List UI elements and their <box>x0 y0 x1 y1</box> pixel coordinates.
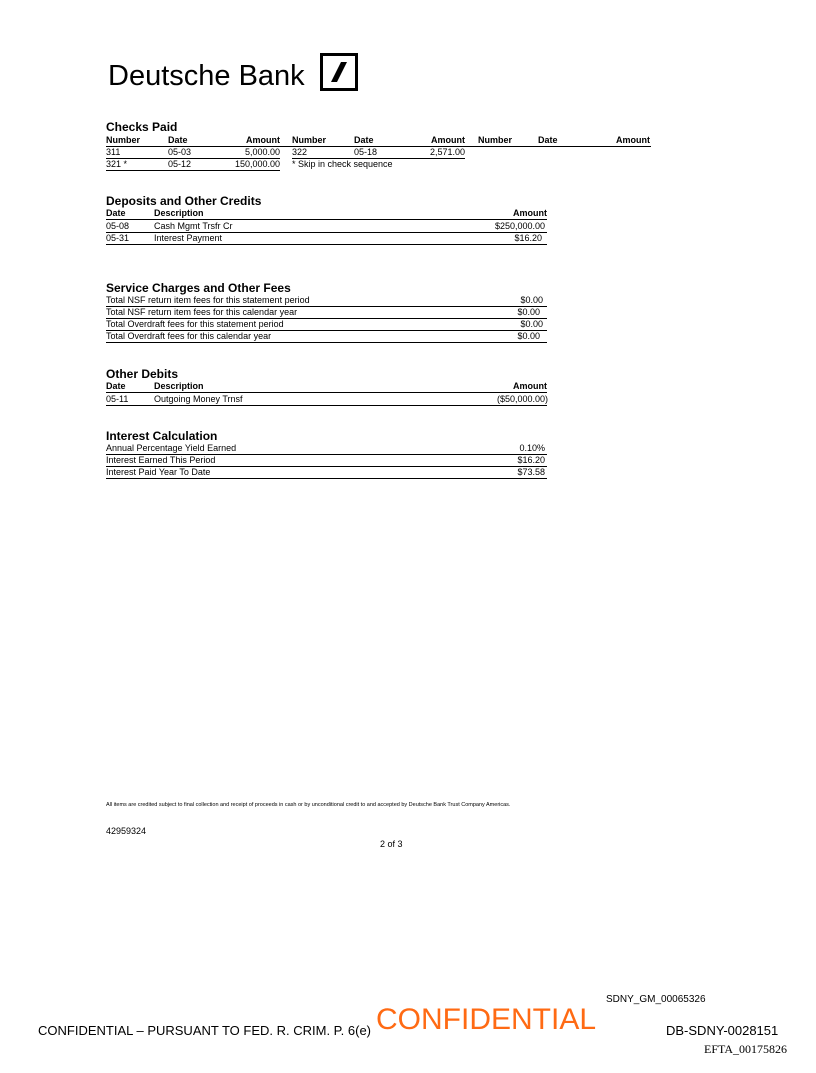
deposit-description: Interest Payment <box>154 233 223 243</box>
slash-logo-icon <box>323 56 355 88</box>
row-divider <box>106 342 547 343</box>
checks-paid-title: Checks Paid <box>106 120 178 134</box>
interest-title: Interest Calculation <box>106 429 218 443</box>
row-divider <box>106 478 547 479</box>
checks-header-date-2: Date <box>354 135 374 145</box>
check-number: 311 <box>106 147 121 157</box>
bates-sdny-number: SDNY_GM_00065326 <box>606 994 706 1005</box>
bates-db-number: DB-SDNY-0028151 <box>666 1023 779 1038</box>
service-charges-title: Service Charges and Other Fees <box>106 281 291 295</box>
row-divider <box>106 170 280 171</box>
check-sequence-note: * Skip in check sequence <box>292 159 393 169</box>
interest-label: Interest Earned This Period <box>106 455 216 465</box>
fee-label: Total Overdraft fees for this calendar year <box>106 331 272 341</box>
deutsche-bank-logo-icon <box>320 53 358 91</box>
check-date: 05-03 <box>168 147 192 157</box>
deposit-date: 05-31 <box>106 233 130 243</box>
checks-header-number-1: Number <box>106 135 141 145</box>
fee-amount: $0.00 <box>517 307 540 317</box>
interest-value: $73.58 <box>517 467 545 477</box>
debit-amount: ($50,000.00) <box>496 394 548 404</box>
collection-disclaimer: All items are credited subject to final collection and receipt of proceeds in cash or by unconditional credit to and accepted by Deutsche Bank Trust Company Americas. <box>106 802 511 808</box>
checks-header-date-1: Date <box>168 135 188 145</box>
deposits-header-divider <box>106 219 547 220</box>
deposits-header-amount: Amount <box>513 208 547 218</box>
deposit-amount: $16.20 <box>514 233 542 243</box>
fee-amount: $0.00 <box>517 331 540 341</box>
checks-header-amount-3: Amount <box>616 135 650 145</box>
deposit-amount: $250,000.00 <box>494 221 545 231</box>
confidential-stamp: CONFIDENTIAL <box>376 1003 597 1036</box>
checks-header-number-2: Number <box>292 135 327 145</box>
debits-header-date: Date <box>106 381 126 391</box>
row-divider <box>106 405 547 406</box>
bates-efta-number: EFTA_00175826 <box>704 1042 788 1056</box>
debit-date: 05-11 <box>106 394 129 404</box>
deposits-header-date: Date <box>106 208 126 218</box>
check-date: 05-18 <box>354 147 378 157</box>
confidential-notice: CONFIDENTIAL – PURSUANT TO FED. R. CRIM. P. 6(e) <box>38 1023 372 1038</box>
page-indicator: 2 of 3 <box>380 839 403 849</box>
interest-value: 0.10% <box>519 443 545 453</box>
checks-header-number-3: Number <box>478 135 513 145</box>
deposits-header-description: Description <box>154 208 204 218</box>
check-date: 05-12 <box>168 159 192 169</box>
check-amount: 5,000.00 <box>244 147 280 157</box>
check-amount: 150,000.00 <box>234 159 280 169</box>
checks-header-amount-1: Amount <box>246 135 280 145</box>
check-number: 322 <box>292 147 308 157</box>
row-divider <box>106 244 547 245</box>
account-number: 42959324 <box>106 826 147 836</box>
interest-label: Annual Percentage Yield Earned <box>106 443 237 453</box>
bank-name: Deutsche Bank <box>108 60 305 92</box>
fee-amount: $0.00 <box>520 295 543 305</box>
check-number: 321 * <box>106 159 128 169</box>
debits-header-amount: Amount <box>513 381 547 391</box>
debit-description: Outgoing Money Trnsf <box>154 394 243 404</box>
fee-amount: $0.00 <box>520 319 543 329</box>
checks-header-date-3: Date <box>538 135 558 145</box>
debits-header-description: Description <box>154 381 204 391</box>
fee-label: Total NSF return item fees for this statement period <box>106 295 310 305</box>
deposits-title: Deposits and Other Credits <box>106 194 262 208</box>
deposit-description: Cash Mgmt Trsfr Cr <box>154 221 233 231</box>
interest-value: $16.20 <box>517 455 545 465</box>
interest-label: Interest Paid Year To Date <box>106 467 211 477</box>
fee-label: Total NSF return item fees for this calendar year <box>106 307 298 317</box>
debits-header-divider <box>106 392 547 393</box>
deposit-date: 05-08 <box>106 221 130 231</box>
check-amount: 2,571.00 <box>429 147 465 157</box>
fee-label: Total Overdraft fees for this statement period <box>106 319 284 329</box>
other-debits-title: Other Debits <box>106 367 179 381</box>
checks-header-amount-2: Amount <box>431 135 465 145</box>
